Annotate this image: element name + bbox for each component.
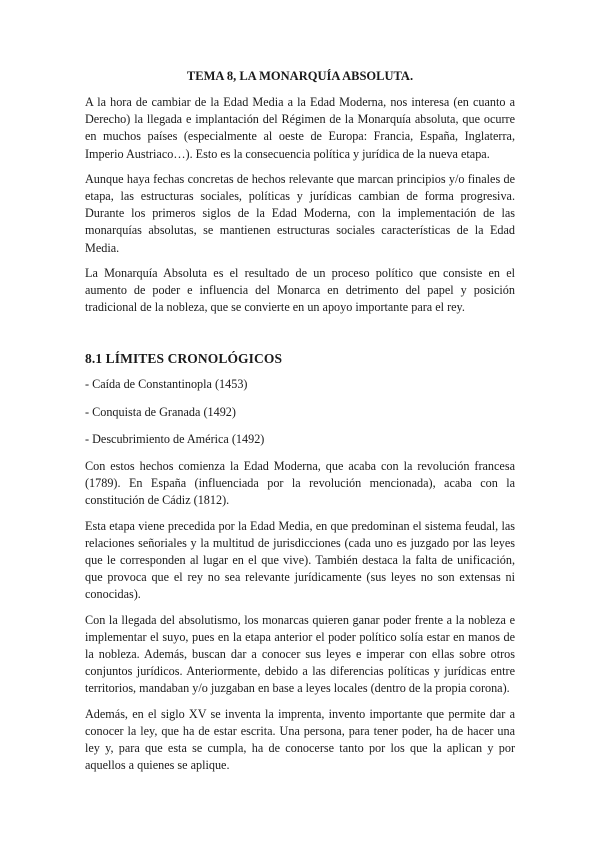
body-paragraph: Además, en el siglo XV se inventa la imprenta, invento importante que permite dar a conocer la ley, que ha de estar escrita. Una persona, para tener poder, ha de hacer una ley y, para que esta se cumpla, ha de conocerse tanto por los que la aplican y por aquellos a quienes se aplique. [85, 706, 515, 773]
list-item: - Caída de Constantinopla (1453) [85, 377, 248, 392]
list-item: - Descubrimiento de América (1492) [85, 431, 265, 446]
body-paragraph: Con la llegada del absolutismo, los monarcas quieren ganar poder frente a la nobleza e implementar el suyo, pues en la etapa anterior el poder político solía estar en manos de la nobleza. Además, buscan dar a conocer sus leyes e imperar con ellas sobre otros conjuntos jurídicos. Anteriormente, debido a las diferencias políticas y jurídicas entre territorios, mandaban y/o juzgaban en base a leyes locales (dentro de la propia corona). [85, 612, 515, 696]
intro-paragraph: Aunque haya fechas concretas de hechos relevante que marcan principios y/o finales de etapa, las estructuras sociales, políticas y jurídicas cambian de forma progresiva. Durante los primeros siglos de la Edad Moderna, con la implementación de las monarquías absolutas, se mantienen estructuras sociales características de la Edad Media. [85, 171, 515, 255]
intro-paragraph: A la hora de cambiar de la Edad Media a la Edad Moderna, nos interesa (en cuanto a Derecho) la llegada e implantación del Régimen de la Monarquía absoluta, que ocurre en muchos países (especialmente al oeste de Europa: Francia, España, Inglaterra, Imperio Austriaco…). Esto es la consecuencia política y jurídica de la nueva etapa. [85, 95, 515, 161]
intro-paragraph: La Monarquía Absoluta es el resultado de un proceso político que consiste en el aumento de poder e influencia del Monarca en detrimento del papel y posición tradicional de la nobleza, que se convierte en un apoyo importante para el rey. [85, 265, 515, 315]
body-paragraph: Esta etapa viene precedida por la Edad Media, en que predominan el sistema feudal, las relaciones señoriales y la multitud de jurisdicciones (cada uno es juzgado por las leyes que le corresponden al lugar en el que vive). También destaca la falta de unificación, que provoca que el rey no sea relevante jurídicamente (sus leyes no son extensas ni conocidas). [85, 518, 515, 602]
section-heading: 8.1 LÍMITES CRONOLÓGICOS [85, 351, 283, 367]
document-title: TEMA 8, LA MONARQUÍA ABSOLUTA. [186, 69, 414, 83]
list-item: - Conquista de Granada (1492) [85, 404, 236, 419]
document-page [85, 68, 515, 783]
body-paragraph: Con estos hechos comienza la Edad Moderna, que acaba con la revolución francesa (1789). En España (influenciada por la revolución mencionada), acaba con la constitución de Cádiz (1812). [85, 459, 515, 508]
